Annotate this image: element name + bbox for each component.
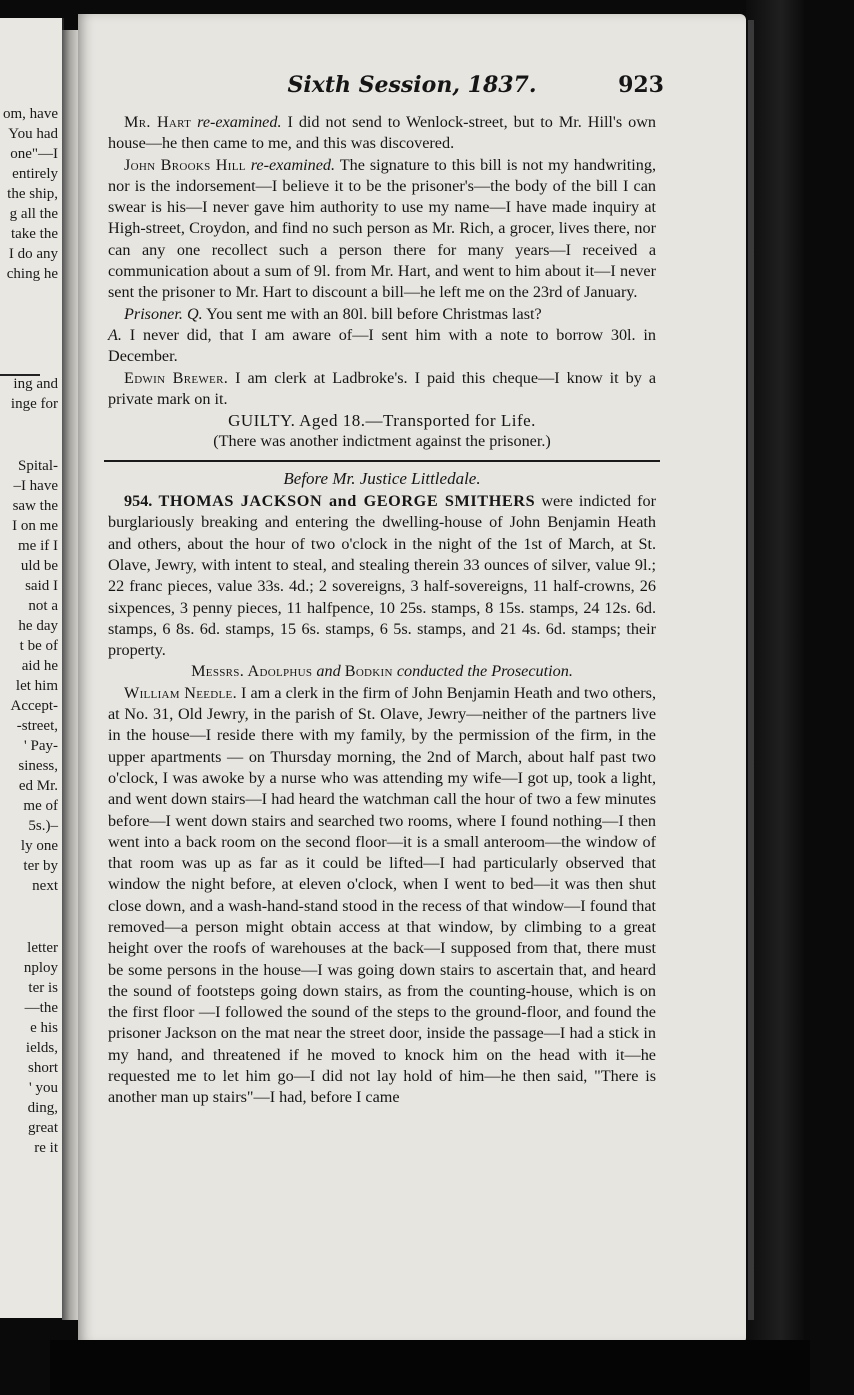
speaker-name: John Brooks Hill — [124, 155, 246, 174]
page-body — [108, 112, 656, 1109]
counsel-line — [108, 661, 656, 682]
left-page-text-fragment: ' you — [29, 1080, 58, 1096]
verdict: GUILTY. Aged 18.—Transported for Life. — [228, 411, 536, 431]
paragraph-text: were indicted for burglariously breaking and entering the dwelling-house of John Benjamin Heath and others, about the hour of two o'clock in the night of the 1st of March, at St. Olave, Jewry, with intent to steal, and stealing therein 33 ounces of silver, value 9l.; 22 franc pieces, value 33s. 4d.; 2 sovereigns, 3 half-sovereigns, 11 half-crowns, 26 sixpences, 3 penny pieces, 11 halfpence, 10 25s. stamps, 8 15s. stamps, 24 12s. 6d. stamps, 6 8s. 6d. stamps, 15 6s. stamps, 6 5s. stamps, and 21 4s. 6d. stamps; their property. — [108, 492, 656, 660]
question-marker: Q. — [186, 304, 203, 323]
paragraph-text: You sent me with an 80l. bill before Christmas last? — [202, 304, 542, 323]
paragraph-prisoner — [108, 304, 656, 325]
left-page-fragment — [0, 18, 64, 1318]
left-page-text-fragment: Accept- — [10, 698, 58, 714]
speaker-label: Prisoner. — [124, 304, 183, 323]
paragraph-text: I did not send to Wenlock-street, but to Mr. Hill's own house—he then came to me, and this was discovered. — [108, 113, 656, 153]
left-page-text-fragment: –I have — [13, 478, 58, 494]
left-page-text-fragment: next — [32, 878, 58, 894]
speaker-role: re-examined. — [250, 155, 336, 174]
left-page-text-fragment: me if I — [18, 538, 58, 554]
left-page-text-fragment: 5s.)– — [28, 818, 58, 834]
left-page-text-fragment: ing and — [13, 376, 58, 392]
counsel-name: Bodkin — [344, 662, 393, 681]
left-page-text-fragment: om, have — [3, 106, 58, 122]
page-number: 923 — [618, 72, 664, 98]
left-page-text-fragment: ed Mr. — [18, 778, 58, 794]
left-page-text-fragment: t be of — [19, 638, 58, 654]
left-page-divider — [0, 374, 40, 376]
paragraph-needle — [108, 683, 656, 1109]
section-heading: Before Mr. Justice Littledale. — [283, 468, 481, 488]
spine-edge — [748, 20, 754, 1320]
paragraph-text: I never did, that I am aware of—I sent him with a note to borrow 30l. in December. — [108, 325, 656, 366]
left-page-text-fragment: short — [28, 1060, 58, 1076]
left-page-text-fragment: saw the — [12, 498, 58, 514]
speaker-name: William Needle. — [124, 683, 237, 702]
indictment-note: (There was another indictment against the prisoner.) — [213, 432, 551, 451]
paragraph-indictment — [108, 491, 656, 661]
left-page-text-fragment: let him — [15, 678, 58, 694]
left-page-text-fragment: e his — [30, 1020, 58, 1036]
left-page-text-fragment: I on me — [12, 518, 58, 534]
left-page-text-fragment: inge for — [10, 396, 58, 412]
left-page-text-fragment: nploy — [23, 960, 58, 976]
left-page-text-fragment: -street, — [16, 718, 58, 734]
paragraph-hill — [108, 155, 656, 304]
left-page-text-fragment: take the — [10, 226, 58, 242]
left-page-text-fragment: one"—I — [10, 146, 58, 162]
speaker-name: Mr. Hart — [124, 113, 192, 131]
left-page-text-fragment: uld be — [20, 558, 58, 574]
paragraph-answer — [108, 325, 656, 368]
counsel-name: Messrs. Adolphus — [191, 662, 313, 681]
counsel-role: conducted the Prosecution. — [392, 662, 573, 681]
paragraph-hart — [108, 112, 656, 155]
left-page-text-fragment: re it — [34, 1140, 58, 1156]
header-title: Sixth Session, 1837. — [287, 72, 537, 98]
left-page-text-fragment: ter is — [28, 980, 58, 996]
left-page-text-fragment: ding, — [27, 1100, 58, 1116]
answer-marker: A. — [108, 325, 122, 344]
left-page-text-fragment: not a — [28, 598, 58, 614]
left-page-text-fragment: ching he — [6, 266, 58, 282]
paragraph-brewer — [108, 368, 656, 411]
left-page-text-fragment: Spital- — [18, 458, 58, 474]
speaker-role: re-examined. — [197, 113, 282, 131]
paragraph-text: I am clerk at Ladbroke's. I paid this cheque—I know it by a private mark on it. — [108, 368, 657, 408]
left-page-text-fragment: g all the — [9, 206, 58, 222]
left-page-text-fragment: the ship, — [7, 186, 58, 202]
left-page-text-fragment: letter — [27, 940, 58, 956]
bottom-shadow — [50, 1340, 810, 1395]
left-page-text-fragment: ields, — [25, 1040, 58, 1056]
left-page-text-fragment: —the — [24, 1000, 58, 1016]
left-page-text-fragment: said I — [25, 578, 58, 594]
left-page-text-fragment: You had — [8, 126, 58, 142]
left-page-text-fragment: he day — [18, 618, 58, 634]
defendant-names: THOMAS JACKSON and GEORGE SMITHERS — [158, 492, 536, 511]
speaker-name: Edwin Brewer. — [124, 368, 229, 387]
left-page-text-fragment: great — [28, 1120, 58, 1136]
left-page-text-fragment: siness, — [18, 758, 58, 774]
case-number: 954. — [124, 492, 153, 511]
running-header — [78, 72, 746, 102]
paragraph-text: I am a clerk in the firm of John Benjamin Heath and two others, at No. 31, Old Jewry, in the parish of St. Olave, Jewry—neither of the partners live in the house—I reside there with my family, by the permission of the firm, in the upper apartments — on Thursday morning, the 2nd of March, about half past two o'clock, I was awoke by a nurse who was attending my wife—I got up, took a light, and went down stairs—I had heard the watchman call the hour of two a few minutes before—I went down stairs and searched two rooms, where I found nothing—I then went into a back room on the second floor—it is a small anteroom—the window of that room was up as far as it could be lifted—I had particularly observed that window the night before, at eleven o'clock, when I went to bed—it was then shut close down, and a wash-hand-stand stood in the recess of that window—I found that removed—a person might obtain access at that window, by climbing to a great height over the roofs of warehouses at the back—I supposed from that, there must be some persons in the house—I was going down stairs to ascertain that, and heard the sound of footsteps going down stairs, as from the counting-house, which is on the first floor —I followed the sound of the steps to the ground-floor, and found the prisoner Jackson on the mat near the street door, inside the passage—I had a stick in my hand, and threatened if he moved to knock him on the head with it—he requested me to let him go—I did not lay hold of him—he then said, "There is another man up stairs"—I had, before I came — [108, 683, 657, 1107]
section-divider — [104, 460, 660, 462]
left-page-text-fragment: I do any — [8, 246, 58, 262]
left-page-text-fragment: aid he — [21, 658, 58, 674]
left-page-text-fragment: ter by — [23, 858, 58, 874]
paragraph-text: The signature to this bill is not my handwriting, nor is the indorsement—I believe it to be the prisoner's—the body of the bill I can swear is his—I never gave him authority to use my name—I have made inquiry at High-street, Croydon, and find no such person as Mr. Rich, a grocer, lives there, nor can any one recollect such a person there for many years—I received a communication about a sum of 9l. from Mr. Hart, and went to him about it—I never sent the prisoner to Mr. Hart to discount a bill—he left me on the 23rd of January. — [108, 155, 656, 302]
left-page-text-fragment: ' Pay- — [24, 738, 58, 754]
left-page-text-fragment: me of — [23, 798, 58, 814]
left-page-text-fragment: entirely — [12, 166, 58, 182]
left-page-text-fragment: ly one — [20, 838, 58, 854]
counsel-and: and — [312, 662, 345, 681]
book-spine — [746, 0, 804, 1340]
